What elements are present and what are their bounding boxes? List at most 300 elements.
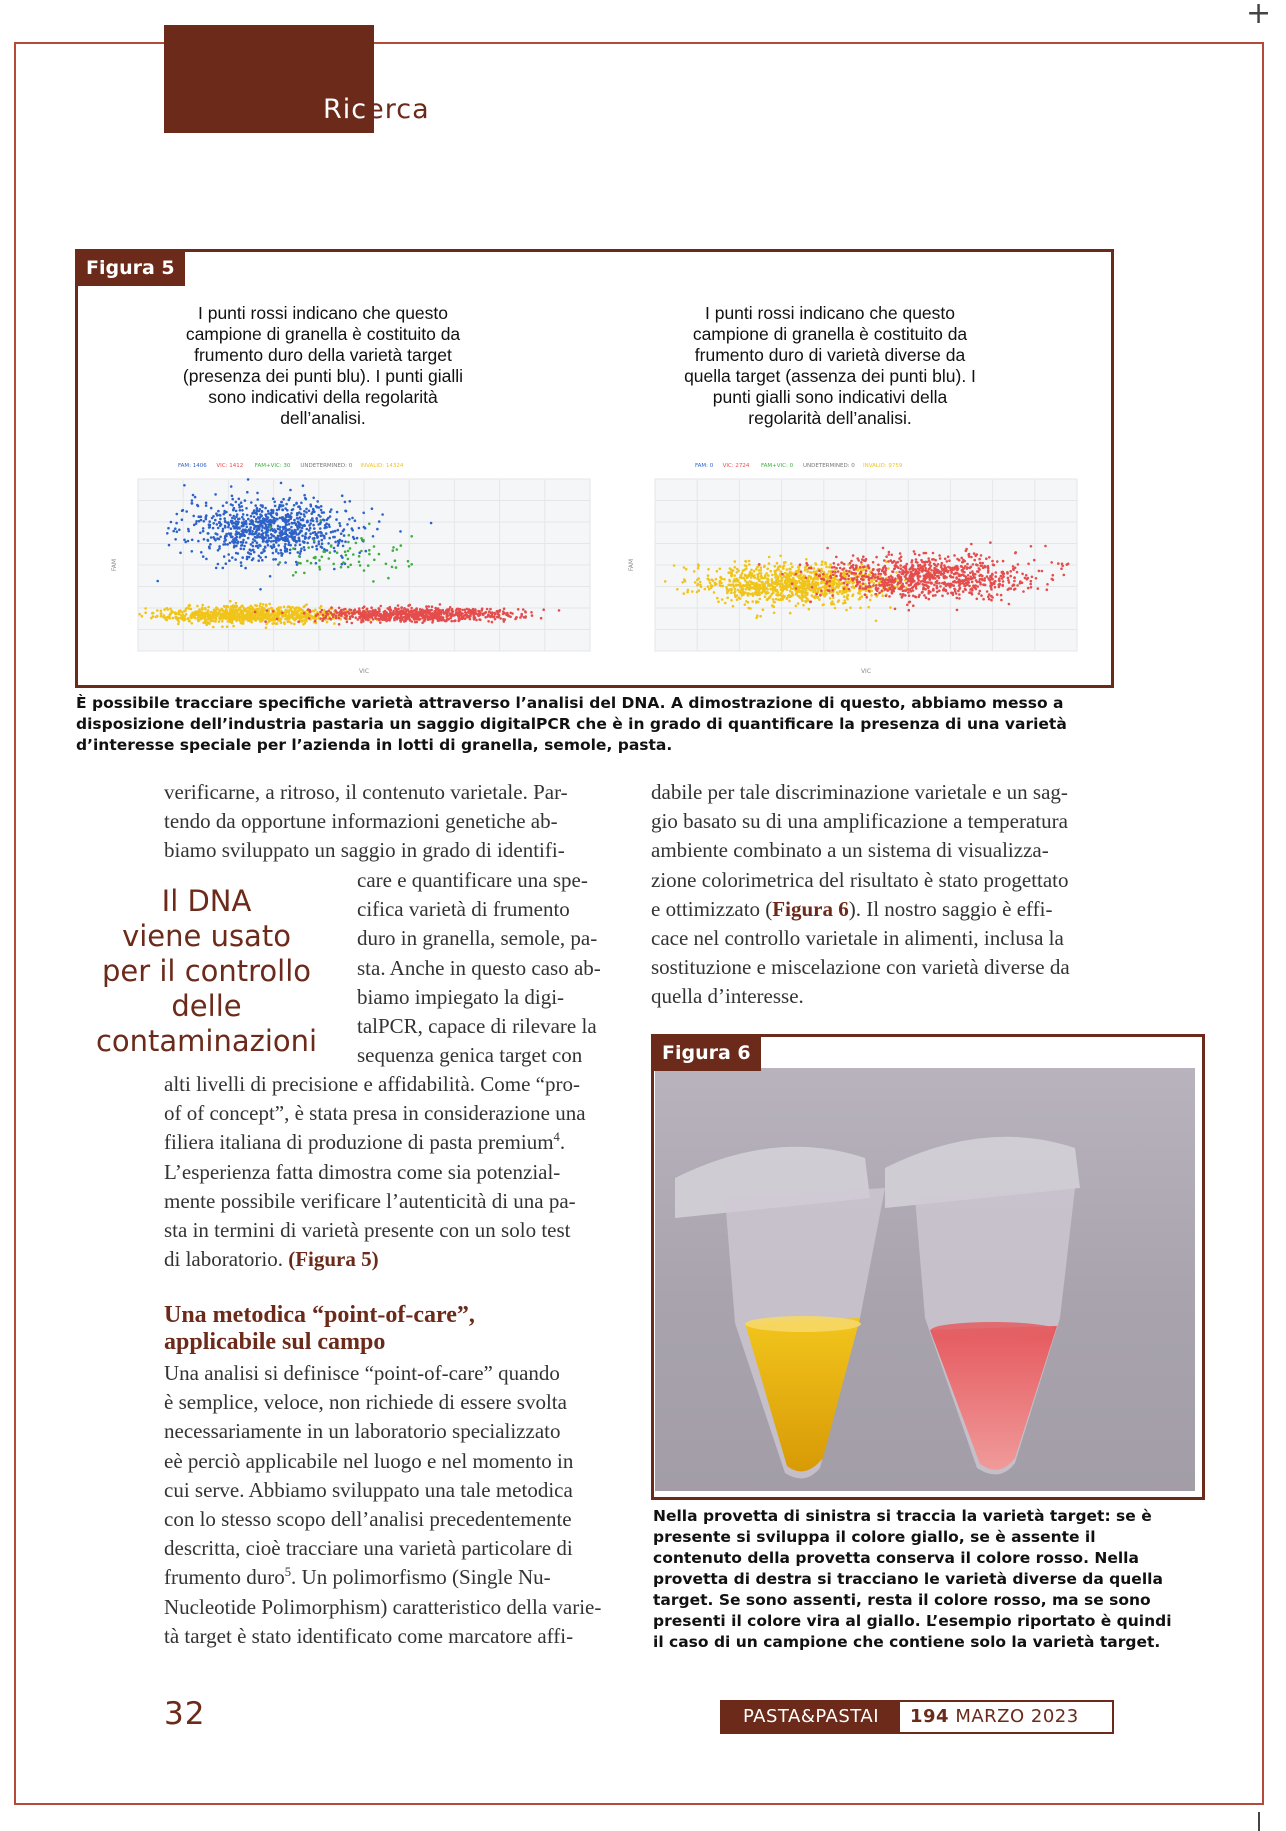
data-point (242, 541, 245, 544)
data-point (344, 550, 347, 553)
data-point (305, 532, 308, 535)
data-point (945, 589, 948, 592)
data-point (227, 612, 230, 615)
data-point (240, 564, 243, 567)
data-point (1051, 578, 1054, 581)
data-point (751, 600, 754, 603)
data-point (284, 539, 287, 542)
data-point (804, 600, 807, 603)
data-point (188, 604, 191, 607)
data-point (844, 591, 847, 594)
data-point (303, 546, 306, 549)
data-point (289, 607, 292, 610)
data-point (318, 559, 321, 562)
data-point (893, 568, 896, 571)
data-point (285, 549, 288, 552)
data-point (223, 605, 226, 608)
data-point (1000, 594, 1003, 597)
data-point (259, 520, 262, 523)
text-line: descritta, cioè tracciare una varietà particolare di (164, 1536, 573, 1561)
data-point (888, 595, 891, 598)
data-point (736, 578, 739, 581)
data-point (775, 590, 778, 593)
data-point (885, 555, 888, 558)
data-point (297, 551, 300, 554)
data-point (258, 532, 261, 535)
data-point (438, 610, 441, 613)
scatter-plot-right (625, 455, 1085, 677)
data-point (890, 580, 893, 583)
data-point (366, 608, 369, 611)
data-point (293, 539, 296, 542)
data-point (194, 613, 197, 616)
data-point (323, 609, 326, 612)
data-point (256, 498, 259, 501)
data-point (799, 582, 802, 585)
data-point (815, 573, 818, 576)
data-point (207, 613, 210, 616)
data-point (756, 594, 759, 597)
data-point (971, 581, 974, 584)
data-point (469, 610, 472, 613)
data-point (284, 561, 287, 564)
data-point (242, 513, 245, 516)
data-point (870, 571, 873, 574)
data-point (814, 581, 817, 584)
data-point (321, 539, 324, 542)
data-point (852, 554, 855, 557)
data-point (400, 606, 403, 609)
data-point (328, 537, 331, 540)
data-point (250, 616, 253, 619)
data-point (738, 597, 741, 600)
pull-quote (84, 884, 329, 1059)
data-point (697, 577, 700, 580)
data-point (218, 514, 221, 517)
data-point (845, 580, 848, 583)
data-point (422, 617, 425, 620)
data-point (868, 585, 871, 588)
data-point (382, 615, 385, 618)
data-point (730, 591, 733, 594)
data-point (1037, 587, 1040, 590)
magazine-name: PASTA&PASTAI (722, 1702, 900, 1732)
data-point (277, 615, 280, 618)
data-point (300, 550, 303, 553)
data-point (784, 561, 787, 564)
data-point (232, 509, 235, 512)
data-point (745, 600, 748, 603)
data-point (721, 598, 724, 601)
data-point (913, 584, 916, 587)
data-point (400, 544, 403, 547)
section-title-suffix: erca (367, 94, 430, 125)
data-point (202, 527, 205, 530)
data-point (489, 608, 492, 611)
pull-quote-line: per il controllo (101, 954, 312, 988)
data-point (283, 621, 286, 624)
data-point (238, 607, 241, 610)
caption-line: il caso di un campione che contiene solo la varietà target. (653, 1633, 1161, 1651)
data-point (284, 526, 287, 529)
text-line: quella d’interesse. (651, 984, 804, 1009)
data-point (330, 508, 333, 511)
data-point (994, 586, 997, 589)
data-point (934, 559, 937, 562)
data-point (898, 557, 901, 560)
data-point (295, 532, 298, 535)
data-point (852, 585, 855, 588)
data-point (243, 545, 246, 548)
data-point (896, 583, 899, 586)
data-point (287, 615, 290, 618)
data-point (697, 564, 700, 567)
data-point (859, 566, 862, 569)
data-point (487, 620, 490, 623)
data-point (932, 552, 935, 555)
data-point (434, 612, 437, 615)
data-point (248, 556, 251, 559)
data-point (223, 540, 226, 543)
data-point (334, 530, 337, 533)
legend-label: UNDETERMINED: 0 (300, 463, 353, 469)
data-point (862, 578, 865, 581)
text-line: biamo sviluppato un saggio in grado di identifi- (164, 838, 565, 863)
caption-line: target. Se sono assenti, resta il colore rosso, ma se sono (653, 1591, 1151, 1609)
data-point (258, 517, 261, 520)
data-point (810, 567, 813, 570)
data-point (846, 573, 849, 576)
data-point (288, 515, 291, 518)
data-point (240, 544, 243, 547)
note-line: punti gialli sono indicativi della (712, 387, 948, 407)
data-point (872, 561, 875, 564)
data-point (707, 574, 710, 577)
data-point (259, 508, 262, 511)
data-point (936, 591, 939, 594)
data-point (486, 608, 489, 611)
data-point (803, 585, 806, 588)
data-point (707, 577, 710, 580)
data-point (811, 586, 814, 589)
x-axis-label: VIC (358, 668, 370, 675)
data-point (1041, 570, 1044, 573)
caption-line: contenuto della provetta conserva il colore rosso. Nella (653, 1549, 1139, 1567)
data-point (1008, 603, 1011, 606)
data-point (673, 564, 676, 567)
data-point (970, 543, 973, 546)
data-point (238, 498, 241, 501)
data-point (222, 513, 225, 516)
data-point (916, 575, 919, 578)
data-point (309, 522, 312, 525)
data-point (226, 625, 229, 628)
data-point (974, 587, 977, 590)
data-point (351, 517, 354, 520)
data-point (978, 558, 981, 561)
data-point (699, 581, 702, 584)
data-point (277, 544, 280, 547)
data-point (730, 575, 733, 578)
data-point (379, 621, 382, 624)
data-point (313, 511, 316, 514)
data-point (1006, 571, 1009, 574)
data-point (258, 525, 261, 528)
text-line: Una analisi si definisce “point-of-care” quando (164, 1361, 560, 1385)
data-point (476, 613, 479, 616)
data-point (301, 527, 304, 530)
data-point (285, 523, 288, 526)
data-point (788, 600, 791, 603)
data-point (925, 569, 928, 572)
data-point (1007, 579, 1010, 582)
data-point (888, 576, 891, 579)
data-point (1014, 552, 1017, 555)
data-point (216, 523, 219, 526)
data-point (519, 616, 522, 619)
data-point (801, 598, 804, 601)
data-point (917, 570, 920, 573)
data-point (342, 561, 345, 564)
data-point (288, 541, 291, 544)
data-point (443, 611, 446, 614)
data-point (872, 575, 875, 578)
data-point (416, 618, 419, 621)
data-point (272, 535, 275, 538)
data-point (267, 544, 270, 547)
data-point (779, 565, 782, 568)
data-point (175, 522, 178, 525)
data-point (247, 551, 250, 554)
data-point (318, 543, 321, 546)
data-point (409, 604, 412, 607)
data-point (956, 569, 959, 572)
data-point (265, 524, 268, 527)
data-point (812, 591, 815, 594)
data-point (750, 569, 753, 572)
data-point (340, 612, 343, 615)
data-point (998, 586, 1001, 589)
data-point (862, 555, 865, 558)
data-point (758, 584, 761, 587)
data-point (779, 583, 782, 586)
data-point (1001, 584, 1004, 587)
data-point (707, 568, 710, 571)
data-point (843, 563, 846, 566)
data-point (843, 567, 846, 570)
data-point (885, 595, 888, 598)
data-point (1046, 583, 1049, 586)
data-point (979, 583, 982, 586)
data-point (897, 561, 900, 564)
data-point (239, 509, 242, 512)
data-point (298, 540, 301, 543)
data-point (825, 566, 828, 569)
data-point (735, 584, 738, 587)
data-point (191, 499, 194, 502)
data-point (305, 508, 308, 511)
data-point (277, 538, 280, 541)
data-point (360, 614, 363, 617)
data-point (930, 581, 933, 584)
article-column-1-intro (164, 778, 626, 866)
data-point (223, 517, 226, 520)
figure-6-ref: Figura 6 (772, 896, 849, 921)
data-point (709, 582, 712, 585)
data-point (824, 590, 827, 593)
data-point (397, 604, 400, 607)
data-point (365, 550, 368, 553)
data-point (332, 563, 335, 566)
data-point (768, 596, 771, 599)
data-point (316, 613, 319, 616)
data-point (203, 614, 206, 617)
registration-plus-icon: + (1246, 0, 1272, 31)
data-point (207, 621, 210, 624)
data-point (256, 541, 259, 544)
section-title (323, 94, 430, 125)
data-point (226, 605, 229, 608)
data-point (362, 607, 365, 610)
data-point (826, 576, 829, 579)
data-point (494, 618, 497, 621)
data-point (779, 555, 782, 558)
text-line: con lo stesso scopo dell’analisi precedentemente (164, 1507, 572, 1532)
data-point (172, 617, 175, 620)
data-point (316, 520, 319, 523)
data-point (900, 572, 903, 575)
data-point (325, 526, 328, 529)
data-point (888, 584, 891, 587)
section-subheading (164, 1302, 475, 1356)
data-point (228, 523, 231, 526)
data-point (851, 572, 854, 575)
data-point (927, 557, 930, 560)
data-point (430, 609, 433, 612)
footnote-ref: 4 (553, 1130, 560, 1145)
data-point (381, 513, 384, 516)
data-point (960, 557, 963, 560)
data-point (1030, 586, 1033, 589)
data-point (375, 614, 378, 617)
data-point (861, 595, 864, 598)
text-line: sta. Anche in questo caso ab- (357, 955, 601, 980)
data-point (269, 575, 272, 578)
text-fragment: frumento duro (164, 1565, 285, 1590)
data-point (760, 566, 763, 569)
data-point (817, 596, 820, 599)
data-point (981, 575, 984, 578)
data-point (332, 536, 335, 539)
x-axis-label: VIC (860, 668, 872, 675)
data-point (748, 588, 751, 591)
data-point (225, 511, 228, 514)
data-point (308, 615, 311, 618)
data-point (903, 571, 906, 574)
data-point (201, 617, 204, 620)
data-point (927, 592, 930, 595)
data-point (475, 619, 478, 622)
data-point (372, 612, 375, 615)
data-point (833, 577, 836, 580)
data-point (863, 575, 866, 578)
data-point (776, 579, 779, 582)
data-point (234, 616, 237, 619)
data-point (289, 549, 292, 552)
data-point (160, 615, 163, 618)
data-point (320, 532, 323, 535)
data-point (929, 578, 932, 581)
data-point (822, 603, 825, 606)
data-point (852, 564, 855, 567)
data-point (348, 608, 351, 611)
data-point (877, 576, 880, 579)
data-point (323, 548, 326, 551)
data-point (826, 580, 829, 583)
data-point (237, 614, 240, 617)
data-point (858, 587, 861, 590)
data-point (900, 567, 903, 570)
data-point (307, 608, 310, 611)
data-point (759, 587, 762, 590)
data-point (280, 622, 283, 625)
text-fragment: . Un polimorfismo (Single Nu- (291, 1565, 551, 1590)
data-point (928, 590, 931, 593)
text-line: gio basato su di una amplificazione a temperatura (651, 809, 1068, 834)
data-point (212, 616, 215, 619)
data-point (354, 608, 357, 611)
data-point (697, 583, 700, 586)
data-point (207, 606, 210, 609)
data-point (243, 548, 246, 551)
data-point (261, 529, 264, 532)
data-point (265, 540, 268, 543)
data-point (323, 519, 326, 522)
data-point (241, 534, 244, 537)
data-point (297, 613, 300, 616)
data-point (843, 585, 846, 588)
data-point (251, 541, 254, 544)
data-point (194, 496, 197, 499)
data-point (346, 621, 349, 624)
data-point (322, 614, 325, 617)
data-point (356, 537, 359, 540)
data-point (931, 558, 934, 561)
data-point (771, 582, 774, 585)
data-point (843, 595, 846, 598)
data-point (734, 590, 737, 593)
text-fragment: e ottimizzato ( (651, 896, 773, 921)
data-point (221, 614, 224, 617)
data-point (138, 613, 141, 616)
data-point (170, 610, 173, 613)
data-point (426, 608, 429, 611)
data-point (966, 566, 969, 569)
data-point (985, 557, 988, 560)
data-point (270, 537, 273, 540)
data-point (756, 573, 759, 576)
data-point (402, 609, 405, 612)
data-point (256, 510, 259, 513)
data-point (314, 620, 317, 623)
data-point (308, 529, 311, 532)
data-point (772, 598, 775, 601)
note-line: campione di granella è costituito da (185, 324, 461, 344)
figure-5-ref: (Figura 5) (288, 1247, 379, 1272)
data-point (273, 501, 276, 504)
data-point (277, 552, 280, 555)
data-point (758, 578, 761, 581)
